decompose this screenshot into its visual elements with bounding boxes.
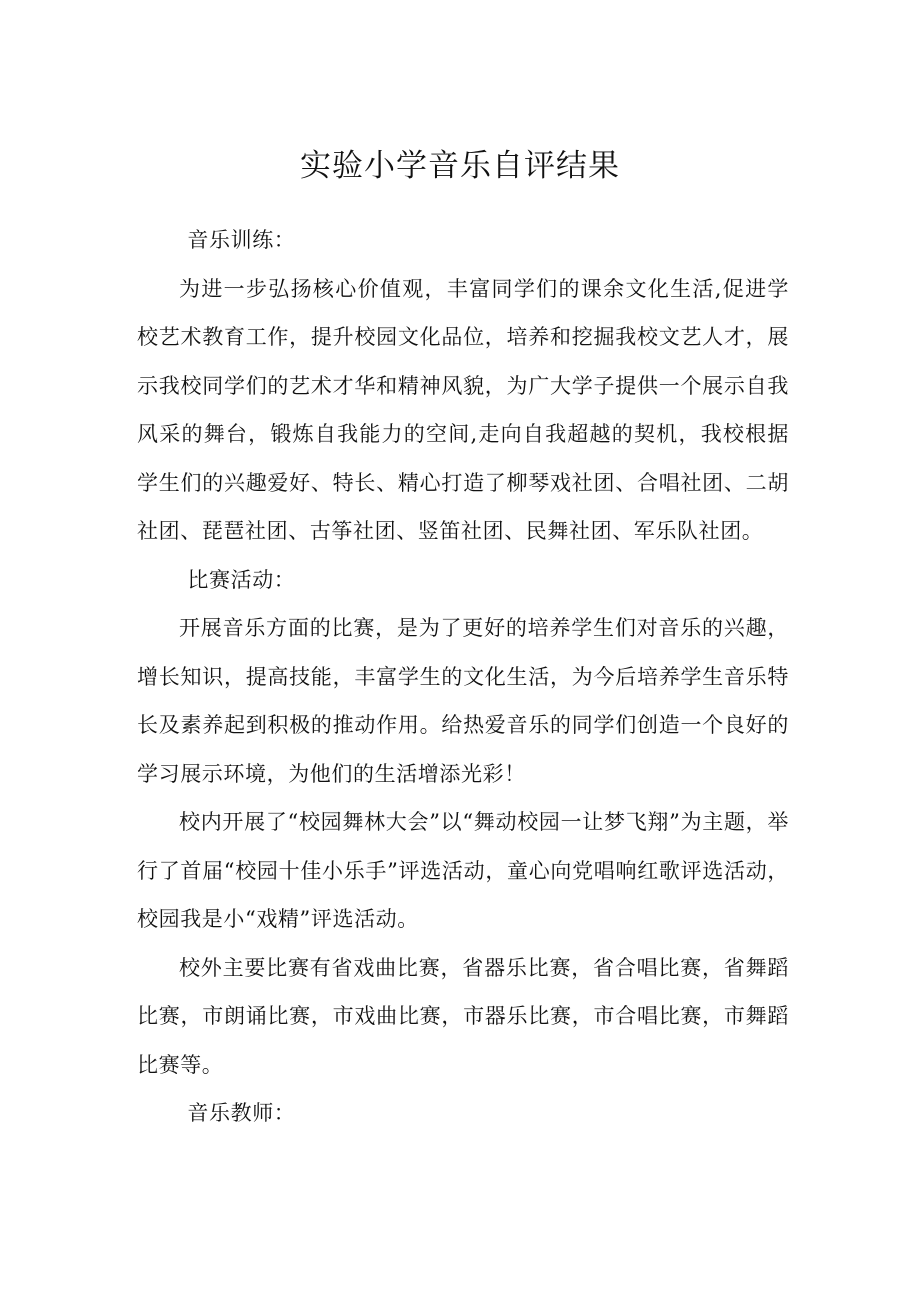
paragraph-off-campus-events: 校外主要比赛有省戏曲比赛，省器乐比赛，省合唱比赛，省舞蹈比赛，市朗诵比赛，市戏曲比赛，市器乐比赛，市合唱比赛，市舞蹈比赛等。: [137, 955, 789, 1077]
section-heading-music-training: 音乐训练：: [187, 228, 296, 252]
paragraph-competitions-purpose: 开展音乐方面的比赛，是为了更好的培养学生们对音乐的兴趣，增长知识，提高技能，丰富学生的文化生活，为今后培养学生音乐特长及素养起到积极的推动作用。给热爱音乐的同学们创造一个良好的学习展示环境，为他们的生活增添光彩！: [137, 616, 789, 786]
section-heading-competitions: 比赛活动：: [187, 567, 296, 592]
paragraph-music-training: 为进一步弘扬核心价值观，丰富同学们的课余文化生活,促进学校艺术教育工作，提升校园文化品位，培养和挖掘我校文艺人才，展示我校同学们的艺术才华和精神风貌，为广大学子提供一个展示自我风采的舞台，锻炼自我能力的空间,走向自我超越的契机，我校根据学生们的兴趣爱好、特长、精心打造了柳琴戏社团、合唱社团、二胡社团、琵琶社团、古筝社团、竖笛社团、民舞社团、军乐队社团。: [137, 276, 789, 543]
document-body: [137, 216, 789, 1138]
document-title: 实验小学音乐自评结果: [300, 148, 620, 184]
section-heading-music-teachers: 音乐教师：: [187, 1101, 296, 1125]
paragraph-on-campus-events: 校内开展了“校园舞林大会”以“舞动校园一让梦飞翔”为主题，举行了首届“校园十佳小乐手”评选活动，童心向党唱响红歌评选活动，校园我是小“戏精”评选活动。: [137, 810, 789, 931]
